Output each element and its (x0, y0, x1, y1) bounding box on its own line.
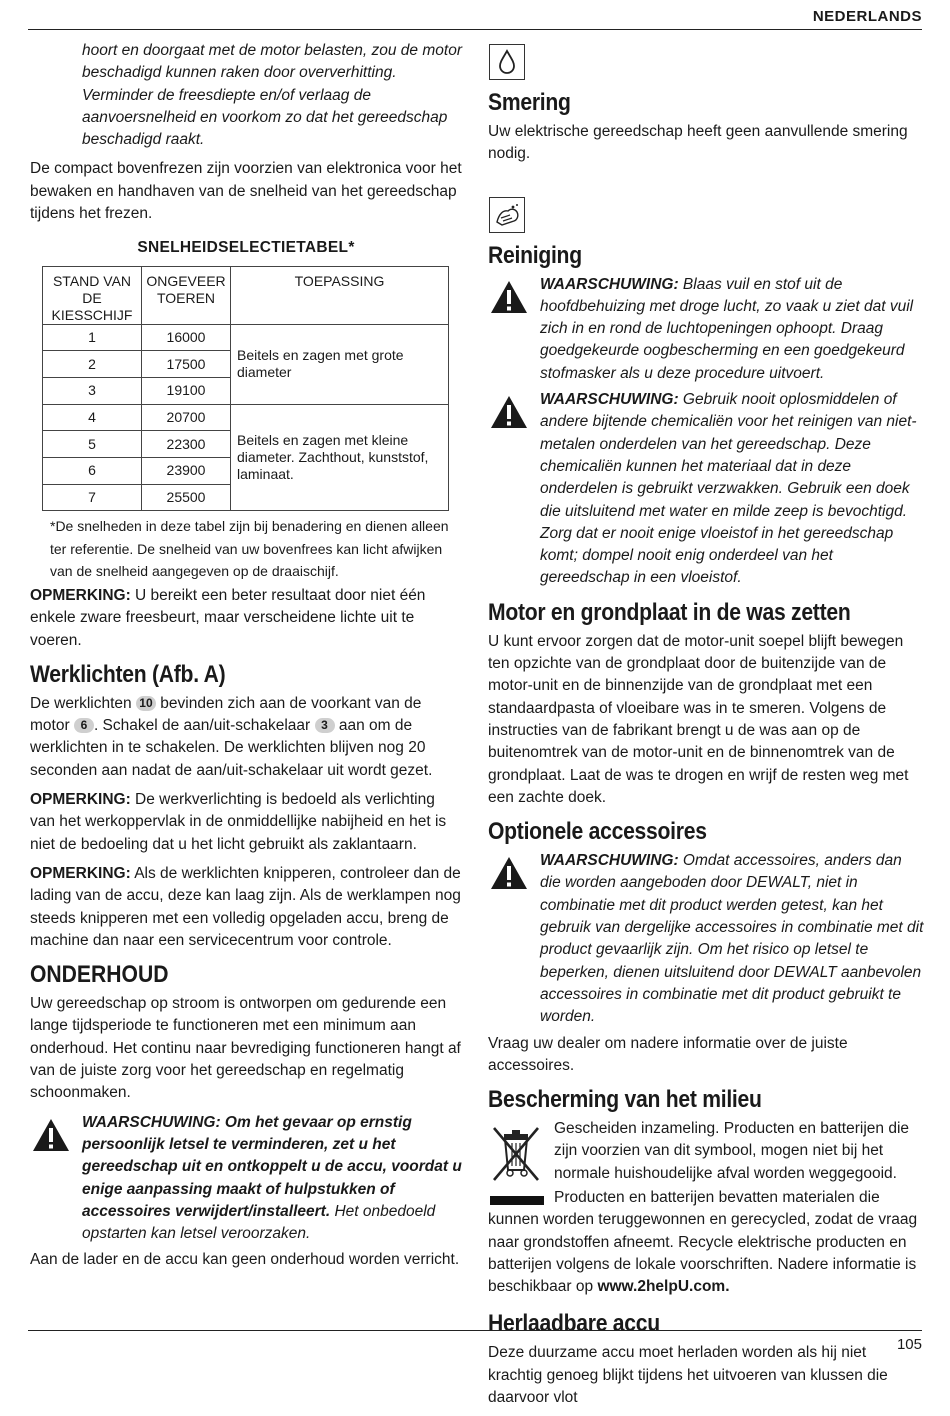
warning-block (488, 850, 924, 1028)
table-row (43, 324, 449, 351)
header-dial: STAND VAN DE KIESSCHIJF (43, 266, 142, 324)
recycle-link[interactable]: www.2helpU.com. (597, 1278, 730, 1296)
rpm-cell: 16000 (142, 324, 231, 351)
oil-drop-icon (489, 44, 525, 80)
dial-cell: 3 (43, 378, 142, 405)
warning-label: WAARSCHUWING: (540, 852, 679, 870)
application-cell-large: Beitels en zagen met grote diameter (231, 324, 449, 404)
warning-bold-text: WAARSCHUWING: Om het gevaar op ernstig persoonlijk letsel te verminderen, zet u het gereedschap uit en ontkoppelt u de accu, voordat u enige aanpassing maakt of hulpstukken of accessoires verwijdert/installeert. (82, 1113, 462, 1220)
callout-number: 10 (136, 696, 156, 711)
speed-selection-table (42, 266, 449, 512)
note-label: OPMERKING: (30, 791, 131, 809)
header-application: TOEPASSING (231, 266, 449, 324)
speed-table-title: SNELHEIDSELECTIETABEL* (137, 239, 355, 257)
warning-text: Het onbedoeld opstarten kan letsel veroorzaken. (82, 1202, 436, 1243)
callout-number: 3 (315, 718, 335, 733)
table-header-row (43, 266, 449, 324)
worklights-heading: Werklichten (Afb. A) (30, 660, 226, 688)
dial-cell: 1 (43, 324, 142, 351)
rpm-cell: 17500 (142, 351, 231, 378)
note-label: OPMERKING: (30, 864, 131, 882)
maintenance-heading: ONDERHOUD (30, 961, 169, 989)
warning-triangle-icon (32, 1118, 70, 1152)
language-label: NEDERLANDS (812, 8, 922, 25)
cleaning-hands-icon (489, 197, 525, 233)
note-text: Als de werklichten knipperen, controleer dan de lading van de accu, deze kan laag zijn. Als de werklampen nog steeds knipperen met een volledig opgeladen accu, breng de machine dan naar een servicecentrum voor controle. (30, 864, 461, 949)
wax-text: U kunt ervoor zorgen dat de motor-unit soepel blijft bewegen ten opzichte van de grondplaat door de buitenzijde van de motor-unit en de binnenzijde van de grondplaat met een standaardpasta of vloeibare was in te smeren. Volgens de instructies van de fabrikant brengt u de was aan op de buitenomtrek van de motor-unit en de binnenomtrek van de grondplaat. Laat de was te drogen en wrijf de resten weg met een zachte doek. (488, 632, 909, 806)
table-row (43, 404, 449, 431)
worklights-text: aan om de werklichten in te schakelen. De werklichten blijven nog 20 seconden aan nadat de aan/uit-schakelaar uit wordt gezet. (30, 717, 433, 779)
left-column (30, 40, 462, 1279)
warning-triangle-icon (490, 280, 528, 314)
rpm-cell: 23900 (142, 458, 231, 485)
note-text: U bereikt een beter resultaat door niet één enkele zware freesbeurt, maar verscheidene lichte uit te voeren. (30, 586, 426, 649)
dial-cell: 5 (43, 431, 142, 458)
wax-heading: Motor en grondplaat in de was zetten (488, 598, 851, 626)
application-cell-small: Beitels en zagen met kleine diameter. Zachthout, kunststof, laminaat. (231, 404, 449, 511)
warning-text: Omdat accessoires, anders dan die worden aangeboden door DEWALT, niet in combinatie met dit product werden getest, kan het gebruik van dergelijke accessoires in combinatie met dit product gevaarlijk zijn. Om het risico op letsel te beperken, dienen uitsluitend door DEWALT aanbevolen accessoires in combinatie met dit product gebruikt te worden. (540, 852, 924, 1026)
worklights-text: . Schakel de aan/uit-schakelaar (93, 717, 315, 735)
warning-triangle-icon (490, 395, 528, 429)
accessories-heading: Optionele accessoires (488, 818, 707, 846)
rpm-cell: 20700 (142, 404, 231, 431)
warning-block (488, 274, 924, 385)
note-label: OPMERKING: (30, 586, 131, 604)
recycle-text-start (488, 1187, 924, 1298)
lubrication-text: Uw elektrische gereedschap heeft geen aanvullende smering nodig. (488, 123, 908, 163)
dial-cell: 4 (43, 404, 142, 431)
rpm-cell: 25500 (142, 484, 231, 511)
rechargeable-heading: Herlaadbare accu (488, 1310, 660, 1338)
maintenance-note: Aan de lader en de accu kan geen onderhoud worden verricht. (30, 1251, 460, 1269)
right-column (488, 40, 924, 1416)
collection-text: Gescheiden inzameling. Producten en batterijen die zijn voorzien van dit symbool, mogen niet bij het normale huishoudelijke afval worden weggegooid. (554, 1120, 910, 1182)
overload-warning-continuation: hoort en doorgaat met de motor belasten, zou de motor beschadigd kunnen raken door oververhitting. Verminder de freesdiepte en/of verlaag de aanvoersnelheid en voorkom zo dat het gereedschap beschadigd raakt. (82, 42, 462, 149)
lubrication-heading: Smering (488, 89, 571, 116)
cleaning-heading: Reiniging (488, 241, 582, 269)
warning-label: WAARSCHUWING: (540, 391, 679, 409)
note-paragraph (30, 585, 462, 652)
warning-label: WAARSCHUWING: (540, 275, 679, 293)
note-paragraph (30, 863, 462, 952)
worklights-text: De werklichten (30, 694, 136, 712)
warning-text: Gebruik nooit oplosmiddelen of andere bijtende chemicaliën voor het reinigen van niet-metalen onderdelen van het gereedschap. Deze chemicaliën kunnen het materiaal dat in deze onderdelen is gebruikt verzwakken. Gebruik een doek die uitsluitend met water en milde zeep is bevochtigd. Zorg dat er nooit enige vloeistof in het gereedschap komt; dompel nooit enig onderdeel van het gereedschap in een vloeistof. (540, 391, 917, 587)
dial-cell: 7 (43, 484, 142, 511)
rpm-cell: 19100 (142, 378, 231, 405)
warning-block (488, 389, 924, 590)
warning-triangle-icon (490, 856, 528, 890)
environment-heading: Bescherming van het milieu (488, 1086, 762, 1114)
warning-text: Blaas vuil en stof uit de hoofdbehuizing met droge lucht, zo vaak u ziet dat vuil zich in en rond de luchtopeningen ophoopt. Draag goedgekeurde oogbescherming en een goedgekeurd stofmasker als u deze procedure uitvoert. (540, 275, 914, 382)
rpm-cell: 22300 (142, 431, 231, 458)
warning-block (30, 1112, 462, 1246)
note-paragraph (30, 789, 462, 856)
electronics-paragraph: De compact bovenfrezen zijn voorzien van elektronica voor het bewaken en handhaven van de snelheid van het gereedschap tijdens het frezen. (30, 160, 462, 223)
worklights-paragraph (30, 693, 462, 782)
worklights-text: bevinden zich aan de voorkant van de motor (30, 694, 422, 735)
separate-collection-block (488, 1118, 924, 1298)
callout-number: 6 (74, 718, 94, 733)
footer-rule (28, 1330, 922, 1331)
maintenance-paragraph: Uw gereedschap op stroom is ontworpen om gedurende een lange tijdsperiode te functioneren met een minimum aan onderhoud. Het continu naar bevrediging functioneren hangt af van de juiste zorg voor het gereedschap en regelmatig schoonmaken. (30, 995, 461, 1102)
accessories-text: Vraag uw dealer om nadere informatie over de juiste accessoires. (488, 1034, 848, 1074)
header-rpm: ONGEVEER TOEREN (142, 266, 231, 324)
crossed-out-bin-icon (488, 1120, 544, 1206)
note-text: De werkverlichting is bedoeld als verlichting van het werkoppervlak in de onmiddellijke nabijheid en het is niet de bedoeling dat u het licht gebruikt als zaklantaarn. (30, 791, 447, 853)
dial-cell: 6 (43, 458, 142, 485)
header-rule (28, 29, 922, 30)
rechargeable-text: Deze duurzame accu moet herladen worden als hij niet krachtig genoeg blijkt tijdens het uitvoeren van klussen die daarvoor vlot (488, 1344, 888, 1407)
table-footnote: *De snelheden in deze tabel zijn bij benadering en dienen alleen ter referentie. De snelheid van uw bovenfrees kan licht afwijken van de snelheid aangegeven op de draaischijf. (50, 518, 449, 580)
page-number: 105 (896, 1336, 922, 1353)
dial-cell: 2 (43, 351, 142, 378)
recycle-text: Producten en batterijen bevatten materialen die kunnen worden teruggewonnen en gerecycled, zodat de vraag naar grondstoffen afneemt. Recycle elektrische producten en batterijen volgens de lokale voorschriften. Nadere informatie is beschikbaar op (488, 1188, 918, 1296)
